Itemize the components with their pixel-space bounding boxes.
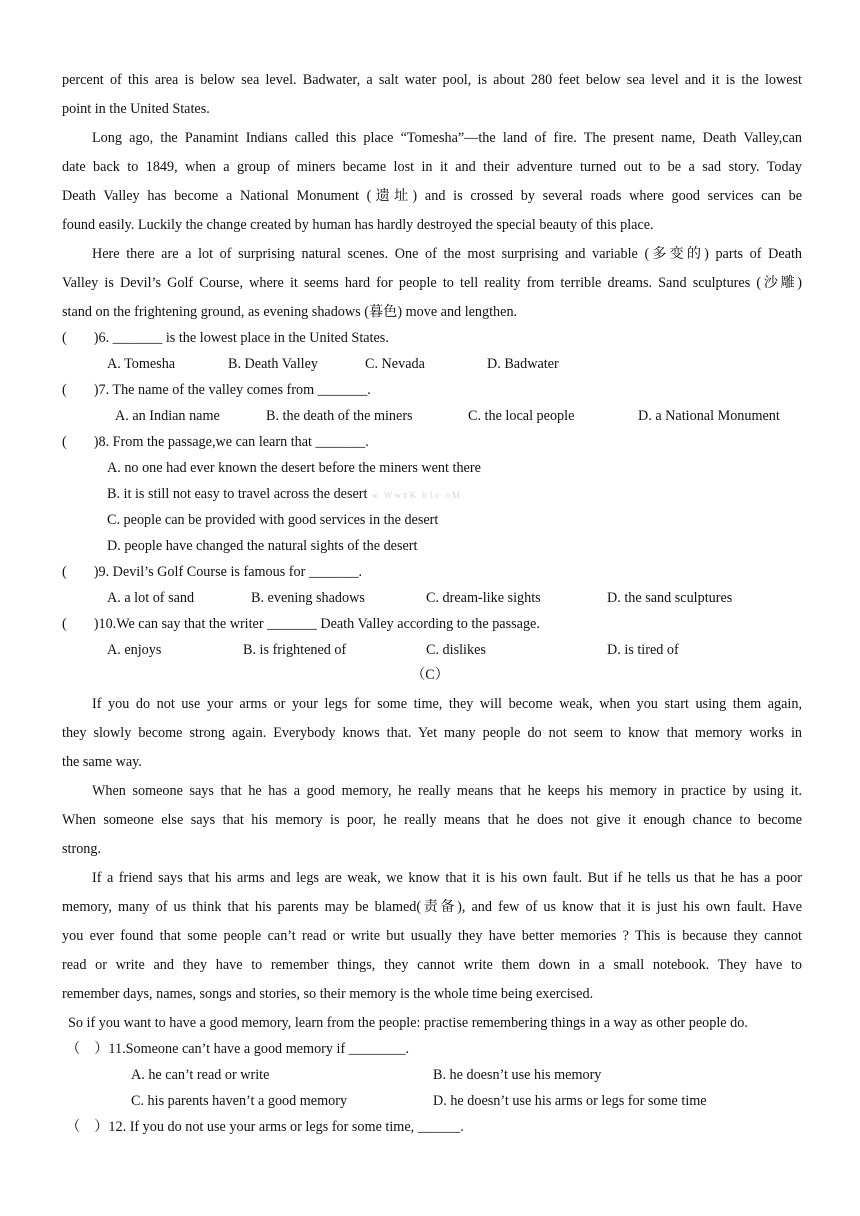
option: C. the local people bbox=[468, 408, 575, 424]
question-stem: 10.We can say that the writer _______ Death Valley according to the passage. bbox=[98, 616, 540, 632]
question-9 bbox=[62, 563, 362, 581]
option: B. Death Valley bbox=[228, 356, 318, 372]
passage-line: percent of this area is below sea level. Badwater, a salt water pool, is about 280 feet below sea level and it is the lowest bbox=[62, 72, 802, 88]
option: D. he doesn’t use his arms or legs for some time bbox=[433, 1093, 707, 1109]
passage-line: If a friend says that his arms and legs are weak, we know that it is his own fault. But if he tells us that he has a poor bbox=[92, 870, 802, 886]
passage-line: they slowly become strong again. Everybody knows that. Yet many people do not seem to know that memory works in bbox=[62, 725, 802, 741]
passage-line: remember days, names, songs and stories, so their memory is the whole time being exercised. bbox=[62, 986, 594, 1002]
question-stem: 12. If you do not use your arms or legs for some time, ______. bbox=[108, 1119, 464, 1135]
passage-line: stand on the frightening ground, as evening shadows (暮色) move and lengthen. bbox=[62, 304, 518, 320]
option: A. he can’t read or write bbox=[131, 1067, 270, 1083]
answer-bracket-open: ( bbox=[62, 330, 67, 346]
passage-line: When someone says that he has a good memory, he really means that he keeps his memory in practice by using it. bbox=[92, 783, 802, 799]
question-11 bbox=[66, 1040, 409, 1058]
passage-line: found easily. Luckily the change created by human has hardly destroyed the special beauty of this place. bbox=[62, 217, 654, 233]
option: C. his parents haven’t a good memory bbox=[131, 1093, 348, 1109]
passage-line: strong. bbox=[62, 841, 102, 857]
question-stem: 7. The name of the valley comes from _______. bbox=[98, 382, 371, 398]
passage-line: the same way. bbox=[62, 754, 142, 770]
passage-line: point in the United States. bbox=[62, 101, 210, 117]
passage-line: Valley is Devil’s Golf Course, where it seems hard for people to tell reality from terrible dreams. Sand sculptures (沙雕) bbox=[62, 275, 802, 291]
answer-bracket-close: ) bbox=[93, 564, 99, 580]
answer-bracket-close: ） bbox=[94, 1041, 109, 1057]
question-stem: 11.Someone can’t have a good memory if ________. bbox=[108, 1041, 410, 1057]
option: A. an Indian name bbox=[115, 408, 220, 424]
option: C. Nevada bbox=[365, 356, 425, 372]
passage-line: memory, many of us think that his parents may be blamed(责备), and few of us know that it is just his own fault. Have bbox=[62, 899, 802, 915]
question-7 bbox=[62, 381, 371, 399]
answer-bracket-open: （ bbox=[66, 1119, 81, 1135]
answer-bracket-close: ) bbox=[93, 382, 99, 398]
option: B. is frightened of bbox=[243, 642, 347, 658]
option: D. a National Monument bbox=[638, 408, 780, 424]
option: D. the sand sculptures bbox=[607, 590, 733, 606]
option: B. he doesn’t use his memory bbox=[433, 1067, 602, 1083]
question-stem: 8. From the passage,we can learn that _______. bbox=[98, 434, 369, 450]
option: A. Tomesha bbox=[107, 356, 176, 372]
answer-bracket-open: ( bbox=[62, 616, 67, 632]
option: D. is tired of bbox=[607, 642, 679, 658]
answer-bracket-close: ) bbox=[93, 434, 99, 450]
answer-bracket-close: ) bbox=[93, 330, 99, 346]
section-title: （C） bbox=[411, 667, 449, 683]
question-10 bbox=[62, 615, 540, 633]
option: C. people can be provided with good services in the desert bbox=[107, 512, 439, 528]
option: C. dislikes bbox=[426, 642, 486, 658]
option: A. a lot of sand bbox=[107, 590, 195, 606]
option: D. Badwater bbox=[487, 356, 559, 372]
passage-line: Death Valley has become a National Monument (遗址) and is crossed by several roads where good services can be bbox=[62, 188, 802, 204]
question-6 bbox=[62, 329, 389, 347]
answer-bracket-close: ) bbox=[93, 616, 99, 632]
option-with-watermark bbox=[107, 485, 462, 504]
option: D. people have changed the natural sights of the desert bbox=[107, 538, 418, 554]
answer-bracket-close: ） bbox=[94, 1119, 109, 1135]
passage-line: When someone else says that his memory is poor, he really means that he does not give it enough chance to become bbox=[62, 812, 802, 828]
watermark: w WwxK b1c oM bbox=[371, 490, 463, 500]
question-stem: 6. _______ is the lowest place in the United States. bbox=[98, 330, 389, 346]
passage-line: So if you want to have a good memory, learn from the people: practise remembering things in a way as other people do. bbox=[68, 1015, 748, 1031]
passage-line: Here there are a lot of surprising natural scenes. One of the most surprising and variable (多变的) parts of Death bbox=[92, 246, 802, 262]
passage-line: date back to 1849, when a group of miners became lost in it and their adventure turned out to be a sad story. Today bbox=[62, 159, 802, 175]
answer-bracket-open: ( bbox=[62, 564, 67, 580]
question-stem: 9. Devil’s Golf Course is famous for _______. bbox=[98, 564, 363, 580]
option: A. enjoys bbox=[107, 642, 162, 658]
passage-line: you ever found that some people can’t read or write but usually they have better memories ? This is because they cannot bbox=[62, 928, 802, 944]
option: B. it is still not easy to travel across the desert bbox=[107, 486, 368, 502]
option: C. dream-like sights bbox=[426, 590, 541, 606]
passage-line: read or write and they have to remember things, they cannot write them down in a small notebook. They have to bbox=[62, 957, 802, 973]
question-8 bbox=[62, 433, 369, 451]
answer-bracket-open: ( bbox=[62, 434, 67, 450]
option: B. evening shadows bbox=[251, 590, 365, 606]
answer-bracket-open: （ bbox=[66, 1041, 81, 1057]
question-12 bbox=[66, 1118, 464, 1136]
option: A. no one had ever known the desert before the miners went there bbox=[107, 460, 481, 476]
passage-line: Long ago, the Panamint Indians called this place “Tomesha”—the land of fire. The present name, Death Valley,can bbox=[92, 130, 802, 146]
option: B. the death of the miners bbox=[266, 408, 413, 424]
passage-line: If you do not use your arms or your legs for some time, they will become weak, when you start using them again, bbox=[92, 696, 802, 712]
answer-bracket-open: ( bbox=[62, 382, 67, 398]
